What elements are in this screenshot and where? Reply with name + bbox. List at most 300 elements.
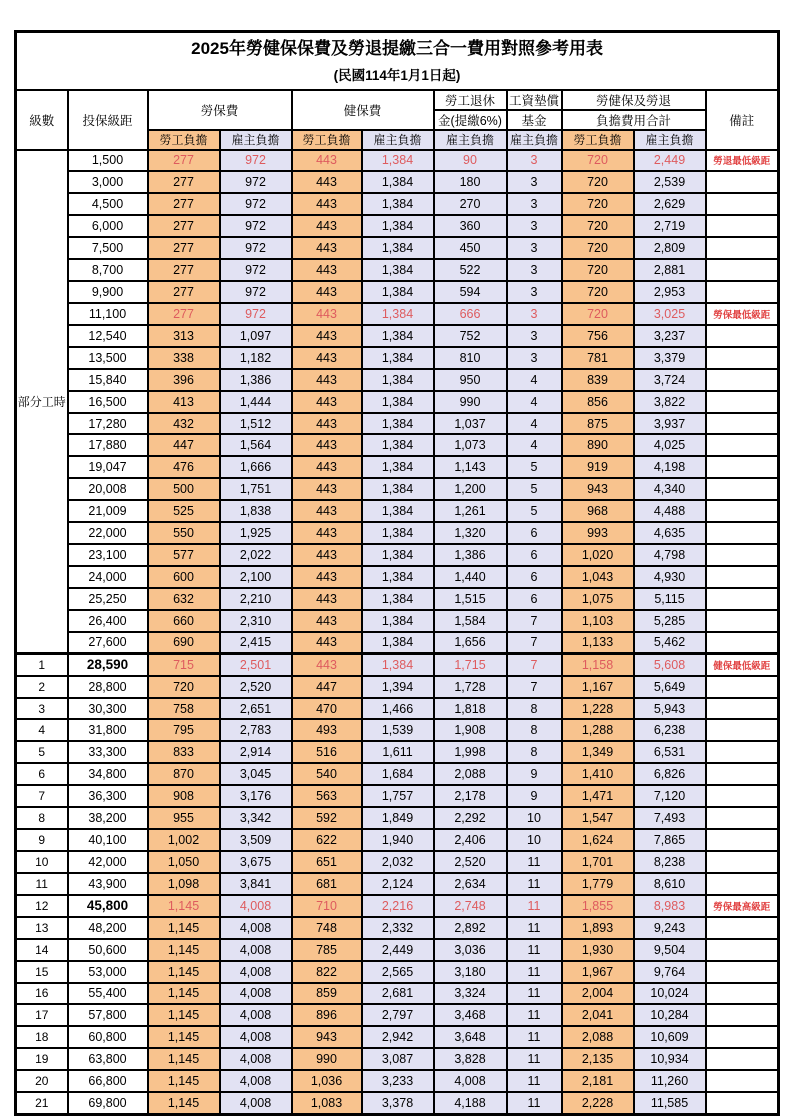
pension-employer-cell: 1,200 <box>434 478 507 500</box>
remark-cell: 勞保最低級距 <box>706 303 779 325</box>
bracket-cell: 15,840 <box>68 369 148 391</box>
labor-employer-cell: 1,838 <box>220 500 292 522</box>
labor-worker-cell: 525 <box>148 500 220 522</box>
labor-worker-cell: 600 <box>148 566 220 588</box>
remark-cell <box>706 873 779 895</box>
labor-employer-cell: 1,925 <box>220 522 292 544</box>
pension-employer-cell: 950 <box>434 369 507 391</box>
table-row <box>16 369 779 391</box>
labor-employer-cell: 972 <box>220 171 292 193</box>
labor-worker-cell: 758 <box>148 698 220 720</box>
labor-worker-cell: 550 <box>148 522 220 544</box>
wage-fund-employer-cell: 11 <box>507 1070 562 1092</box>
health-employer-cell: 1,384 <box>362 369 434 391</box>
pension-employer-cell: 2,088 <box>434 763 507 785</box>
total-employer-cell: 8,610 <box>634 873 706 895</box>
table-row <box>16 1004 779 1026</box>
total-employer-cell: 8,983 <box>634 895 706 917</box>
wage-fund-employer-cell: 11 <box>507 961 562 983</box>
total-employer-cell: 9,764 <box>634 961 706 983</box>
remark-cell <box>706 851 779 873</box>
remark-cell <box>706 259 779 281</box>
total-worker-cell: 943 <box>562 478 634 500</box>
bracket-cell: 4,500 <box>68 193 148 215</box>
health-employer-cell: 1,394 <box>362 676 434 698</box>
table-row <box>16 851 779 873</box>
total-worker-cell: 720 <box>562 150 634 172</box>
total-worker-cell: 1,930 <box>562 939 634 961</box>
remark-cell <box>706 698 779 720</box>
bracket-cell: 69,800 <box>68 1092 148 1114</box>
health-employer-cell: 1,611 <box>362 741 434 763</box>
health-worker-cell: 859 <box>292 983 362 1005</box>
health-worker-cell: 443 <box>292 303 362 325</box>
wage-fund-employer-cell: 3 <box>507 215 562 237</box>
remark-cell <box>706 719 779 741</box>
health-worker-cell: 540 <box>292 763 362 785</box>
health-worker-cell: 443 <box>292 391 362 413</box>
total-worker-cell: 875 <box>562 413 634 435</box>
total-employer-cell: 11,585 <box>634 1092 706 1114</box>
health-worker-cell: 447 <box>292 676 362 698</box>
total-employer-cell: 6,826 <box>634 763 706 785</box>
labor-worker-cell: 277 <box>148 171 220 193</box>
remark-cell <box>706 281 779 303</box>
health-employer-cell: 1,384 <box>362 456 434 478</box>
labor-employer-cell: 2,310 <box>220 610 292 632</box>
total-worker-cell: 1,103 <box>562 610 634 632</box>
remark-cell <box>706 237 779 259</box>
total-worker-cell: 1,967 <box>562 961 634 983</box>
wage-fund-employer-cell: 3 <box>507 303 562 325</box>
labor-worker-cell: 277 <box>148 259 220 281</box>
total-employer-cell: 5,285 <box>634 610 706 632</box>
total-employer-cell: 2,449 <box>634 150 706 172</box>
pension-employer-cell: 1,656 <box>434 632 507 654</box>
total-employer-cell: 3,724 <box>634 369 706 391</box>
pension-employer-cell: 1,073 <box>434 434 507 456</box>
total-employer-cell: 2,539 <box>634 171 706 193</box>
labor-employer-cell: 4,008 <box>220 1004 292 1026</box>
health-employer-cell: 1,384 <box>362 237 434 259</box>
header-pension-line1: 勞工退休 <box>434 90 507 110</box>
pension-employer-cell: 1,386 <box>434 544 507 566</box>
total-employer-cell: 5,115 <box>634 588 706 610</box>
labor-worker-cell: 715 <box>148 654 220 676</box>
level-cell: 18 <box>16 1026 68 1048</box>
table-row <box>16 522 779 544</box>
health-worker-cell: 443 <box>292 566 362 588</box>
bracket-cell: 40,100 <box>68 829 148 851</box>
header-labor-insurance: 勞保費 <box>148 90 292 130</box>
bracket-cell: 34,800 <box>68 763 148 785</box>
wage-fund-employer-cell: 4 <box>507 391 562 413</box>
table-row <box>16 983 779 1005</box>
health-worker-cell: 443 <box>292 325 362 347</box>
total-employer-cell: 3,379 <box>634 347 706 369</box>
labor-employer-cell: 2,651 <box>220 698 292 720</box>
pension-employer-cell: 360 <box>434 215 507 237</box>
health-worker-cell: 443 <box>292 369 362 391</box>
total-employer-cell: 2,719 <box>634 215 706 237</box>
health-worker-cell: 443 <box>292 588 362 610</box>
subheader-labor-employer: 雇主負擔 <box>220 130 292 150</box>
health-employer-cell: 1,384 <box>362 303 434 325</box>
labor-worker-cell: 447 <box>148 434 220 456</box>
remark-cell <box>706 676 779 698</box>
wage-fund-employer-cell: 3 <box>507 325 562 347</box>
remark-cell <box>706 325 779 347</box>
labor-employer-cell: 1,666 <box>220 456 292 478</box>
health-employer-cell: 2,032 <box>362 851 434 873</box>
wage-fund-employer-cell: 11 <box>507 873 562 895</box>
labor-employer-cell: 4,008 <box>220 1026 292 1048</box>
table-row <box>16 325 779 347</box>
pension-employer-cell: 2,748 <box>434 895 507 917</box>
table-row <box>16 391 779 413</box>
remark-cell <box>706 807 779 829</box>
labor-worker-cell: 476 <box>148 456 220 478</box>
total-employer-cell: 10,934 <box>634 1048 706 1070</box>
level-cell: 19 <box>16 1048 68 1070</box>
bracket-cell: 25,250 <box>68 588 148 610</box>
bracket-cell: 3,000 <box>68 171 148 193</box>
table-row <box>16 1026 779 1048</box>
total-worker-cell: 1,893 <box>562 917 634 939</box>
health-employer-cell: 1,384 <box>362 434 434 456</box>
bracket-cell: 50,600 <box>68 939 148 961</box>
table-row <box>16 566 779 588</box>
wage-fund-employer-cell: 3 <box>507 193 562 215</box>
total-worker-cell: 1,020 <box>562 544 634 566</box>
total-employer-cell: 4,930 <box>634 566 706 588</box>
health-worker-cell: 822 <box>292 961 362 983</box>
total-worker-cell: 720 <box>562 259 634 281</box>
total-worker-cell: 720 <box>562 193 634 215</box>
level-cell: 16 <box>16 983 68 1005</box>
total-employer-cell: 11,260 <box>634 1070 706 1092</box>
health-worker-cell: 896 <box>292 1004 362 1026</box>
table-row <box>16 610 779 632</box>
total-employer-cell: 5,943 <box>634 698 706 720</box>
remark-cell <box>706 215 779 237</box>
table-row <box>16 237 779 259</box>
labor-employer-cell: 1,182 <box>220 347 292 369</box>
header-remark: 備註 <box>706 90 779 150</box>
level-cell: 10 <box>16 851 68 873</box>
health-worker-cell: 470 <box>292 698 362 720</box>
bracket-cell: 63,800 <box>68 1048 148 1070</box>
level-cell: 2 <box>16 676 68 698</box>
table-row <box>16 150 779 172</box>
pension-employer-cell: 3,468 <box>434 1004 507 1026</box>
remark-cell <box>706 413 779 435</box>
level-cell: 12 <box>16 895 68 917</box>
total-worker-cell: 1,349 <box>562 741 634 763</box>
health-employer-cell: 1,384 <box>362 566 434 588</box>
total-worker-cell: 1,158 <box>562 654 634 676</box>
level-cell: 7 <box>16 785 68 807</box>
health-worker-cell: 443 <box>292 237 362 259</box>
total-worker-cell: 720 <box>562 171 634 193</box>
subheader-fund-employer: 雇主負擔 <box>507 130 562 150</box>
health-employer-cell: 1,384 <box>362 632 434 654</box>
health-worker-cell: 785 <box>292 939 362 961</box>
pension-employer-cell: 270 <box>434 193 507 215</box>
labor-employer-cell: 1,097 <box>220 325 292 347</box>
remark-cell <box>706 939 779 961</box>
wage-fund-employer-cell: 11 <box>507 851 562 873</box>
table-row <box>16 544 779 566</box>
wage-fund-employer-cell: 6 <box>507 522 562 544</box>
table-row <box>16 939 779 961</box>
bracket-cell: 26,400 <box>68 610 148 632</box>
pension-employer-cell: 990 <box>434 391 507 413</box>
health-employer-cell: 1,384 <box>362 654 434 676</box>
table-row <box>16 215 779 237</box>
remark-cell <box>706 193 779 215</box>
remark-cell <box>706 763 779 785</box>
health-worker-cell: 443 <box>292 193 362 215</box>
bracket-cell: 38,200 <box>68 807 148 829</box>
total-employer-cell: 4,635 <box>634 522 706 544</box>
total-worker-cell: 1,228 <box>562 698 634 720</box>
labor-employer-cell: 4,008 <box>220 1092 292 1114</box>
labor-employer-cell: 3,342 <box>220 807 292 829</box>
labor-employer-cell: 2,415 <box>220 632 292 654</box>
total-worker-cell: 1,133 <box>562 632 634 654</box>
level-cell: 17 <box>16 1004 68 1026</box>
table-row <box>16 434 779 456</box>
total-employer-cell: 2,629 <box>634 193 706 215</box>
labor-employer-cell: 1,386 <box>220 369 292 391</box>
pension-employer-cell: 1,440 <box>434 566 507 588</box>
total-employer-cell: 5,462 <box>634 632 706 654</box>
wage-fund-employer-cell: 3 <box>507 237 562 259</box>
bracket-cell: 28,800 <box>68 676 148 698</box>
wage-fund-employer-cell: 7 <box>507 654 562 676</box>
health-worker-cell: 681 <box>292 873 362 895</box>
bracket-cell: 13,500 <box>68 347 148 369</box>
table-row <box>16 741 779 763</box>
total-worker-cell: 968 <box>562 500 634 522</box>
pension-employer-cell: 2,292 <box>434 807 507 829</box>
total-worker-cell: 1,288 <box>562 719 634 741</box>
labor-employer-cell: 972 <box>220 281 292 303</box>
bracket-cell: 22,000 <box>68 522 148 544</box>
health-employer-cell: 1,384 <box>362 413 434 435</box>
total-worker-cell: 1,043 <box>562 566 634 588</box>
header-health-insurance: 健保費 <box>292 90 434 130</box>
pension-employer-cell: 2,406 <box>434 829 507 851</box>
labor-worker-cell: 833 <box>148 741 220 763</box>
wage-fund-employer-cell: 5 <box>507 478 562 500</box>
level-cell: 15 <box>16 961 68 983</box>
total-worker-cell: 1,471 <box>562 785 634 807</box>
health-employer-cell: 1,384 <box>362 610 434 632</box>
table-row <box>16 1048 779 1070</box>
bracket-cell: 45,800 <box>68 895 148 917</box>
health-employer-cell: 2,565 <box>362 961 434 983</box>
health-worker-cell: 443 <box>292 171 362 193</box>
total-employer-cell: 2,809 <box>634 237 706 259</box>
labor-employer-cell: 972 <box>220 303 292 325</box>
remark-cell <box>706 391 779 413</box>
pension-employer-cell: 4,008 <box>434 1070 507 1092</box>
labor-employer-cell: 972 <box>220 215 292 237</box>
labor-worker-cell: 277 <box>148 281 220 303</box>
health-worker-cell: 443 <box>292 434 362 456</box>
pension-employer-cell: 1,715 <box>434 654 507 676</box>
wage-fund-employer-cell: 3 <box>507 347 562 369</box>
table-row <box>16 500 779 522</box>
health-employer-cell: 1,384 <box>362 391 434 413</box>
pension-employer-cell: 2,892 <box>434 917 507 939</box>
labor-worker-cell: 1,145 <box>148 961 220 983</box>
pension-employer-cell: 2,520 <box>434 851 507 873</box>
labor-worker-cell: 338 <box>148 347 220 369</box>
labor-employer-cell: 972 <box>220 259 292 281</box>
wage-fund-employer-cell: 3 <box>507 171 562 193</box>
total-worker-cell: 2,228 <box>562 1092 634 1114</box>
bracket-cell: 8,700 <box>68 259 148 281</box>
health-employer-cell: 1,466 <box>362 698 434 720</box>
labor-worker-cell: 432 <box>148 413 220 435</box>
total-employer-cell: 3,937 <box>634 413 706 435</box>
health-employer-cell: 3,233 <box>362 1070 434 1092</box>
table-row <box>16 676 779 698</box>
remark-cell <box>706 500 779 522</box>
table-row <box>16 654 779 676</box>
wage-fund-employer-cell: 11 <box>507 983 562 1005</box>
labor-employer-cell: 1,751 <box>220 478 292 500</box>
level-cell: 3 <box>16 698 68 720</box>
total-employer-cell: 9,504 <box>634 939 706 961</box>
table-row <box>16 698 779 720</box>
total-worker-cell: 720 <box>562 281 634 303</box>
pension-employer-cell: 594 <box>434 281 507 303</box>
total-employer-cell: 10,024 <box>634 983 706 1005</box>
total-employer-cell: 3,822 <box>634 391 706 413</box>
labor-employer-cell: 2,022 <box>220 544 292 566</box>
wage-fund-employer-cell: 4 <box>507 434 562 456</box>
labor-employer-cell: 4,008 <box>220 917 292 939</box>
remark-cell <box>706 917 779 939</box>
health-employer-cell: 1,539 <box>362 719 434 741</box>
bracket-cell: 60,800 <box>68 1026 148 1048</box>
subheader-health-employer: 雇主負擔 <box>362 130 434 150</box>
premium-table <box>14 30 780 1116</box>
health-employer-cell: 1,384 <box>362 544 434 566</box>
table-row <box>16 347 779 369</box>
wage-fund-employer-cell: 11 <box>507 1026 562 1048</box>
table-row <box>16 303 779 325</box>
health-worker-cell: 443 <box>292 610 362 632</box>
bracket-cell: 9,900 <box>68 281 148 303</box>
remark-cell <box>706 1070 779 1092</box>
health-employer-cell: 2,332 <box>362 917 434 939</box>
wage-fund-employer-cell: 7 <box>507 676 562 698</box>
header-total-line1: 勞健保及勞退 <box>562 90 706 110</box>
level-cell: 14 <box>16 939 68 961</box>
health-worker-cell: 516 <box>292 741 362 763</box>
total-employer-cell: 7,865 <box>634 829 706 851</box>
table-row <box>16 785 779 807</box>
table-row <box>16 193 779 215</box>
pension-employer-cell: 522 <box>434 259 507 281</box>
pension-employer-cell: 4,188 <box>434 1092 507 1114</box>
table-row <box>16 1070 779 1092</box>
health-employer-cell: 1,384 <box>362 259 434 281</box>
header-wage-fund-line1: 工資墊償 <box>507 90 562 110</box>
pension-employer-cell: 180 <box>434 171 507 193</box>
bracket-cell: 21,009 <box>68 500 148 522</box>
health-worker-cell: 710 <box>292 895 362 917</box>
total-employer-cell: 6,531 <box>634 741 706 763</box>
health-employer-cell: 1,684 <box>362 763 434 785</box>
table-row <box>16 895 779 917</box>
remark-cell <box>706 347 779 369</box>
wage-fund-employer-cell: 10 <box>507 829 562 851</box>
total-employer-cell: 4,340 <box>634 478 706 500</box>
labor-employer-cell: 4,008 <box>220 961 292 983</box>
bracket-cell: 17,880 <box>68 434 148 456</box>
labor-worker-cell: 413 <box>148 391 220 413</box>
health-worker-cell: 563 <box>292 785 362 807</box>
remark-cell <box>706 829 779 851</box>
bracket-cell: 43,900 <box>68 873 148 895</box>
labor-worker-cell: 1,145 <box>148 1070 220 1092</box>
labor-worker-cell: 313 <box>148 325 220 347</box>
pension-employer-cell: 1,998 <box>434 741 507 763</box>
remark-cell: 健保最低級距 <box>706 654 779 676</box>
wage-fund-employer-cell: 10 <box>507 807 562 829</box>
health-employer-cell: 1,384 <box>362 500 434 522</box>
labor-worker-cell: 1,145 <box>148 917 220 939</box>
total-worker-cell: 1,410 <box>562 763 634 785</box>
total-worker-cell: 856 <box>562 391 634 413</box>
labor-worker-cell: 277 <box>148 150 220 172</box>
level-cell: 21 <box>16 1092 68 1114</box>
level-cell: 6 <box>16 763 68 785</box>
labor-employer-cell: 4,008 <box>220 1048 292 1070</box>
health-worker-cell: 443 <box>292 478 362 500</box>
labor-employer-cell: 3,841 <box>220 873 292 895</box>
labor-employer-cell: 4,008 <box>220 983 292 1005</box>
total-employer-cell: 3,237 <box>634 325 706 347</box>
health-employer-cell: 1,384 <box>362 522 434 544</box>
health-employer-cell: 1,384 <box>362 478 434 500</box>
bracket-cell: 33,300 <box>68 741 148 763</box>
remark-cell <box>706 983 779 1005</box>
bracket-cell: 30,300 <box>68 698 148 720</box>
pension-employer-cell: 752 <box>434 325 507 347</box>
remark-cell <box>706 369 779 391</box>
health-worker-cell: 443 <box>292 654 362 676</box>
labor-employer-cell: 2,783 <box>220 719 292 741</box>
pension-employer-cell: 90 <box>434 150 507 172</box>
health-worker-cell: 443 <box>292 413 362 435</box>
pension-employer-cell: 2,178 <box>434 785 507 807</box>
total-employer-cell: 3,025 <box>634 303 706 325</box>
total-worker-cell: 720 <box>562 237 634 259</box>
labor-worker-cell: 1,050 <box>148 851 220 873</box>
bracket-cell: 42,000 <box>68 851 148 873</box>
bracket-cell: 20,008 <box>68 478 148 500</box>
remark-cell <box>706 1004 779 1026</box>
subheader-health-worker: 勞工負擔 <box>292 130 362 150</box>
pension-employer-cell: 3,828 <box>434 1048 507 1070</box>
